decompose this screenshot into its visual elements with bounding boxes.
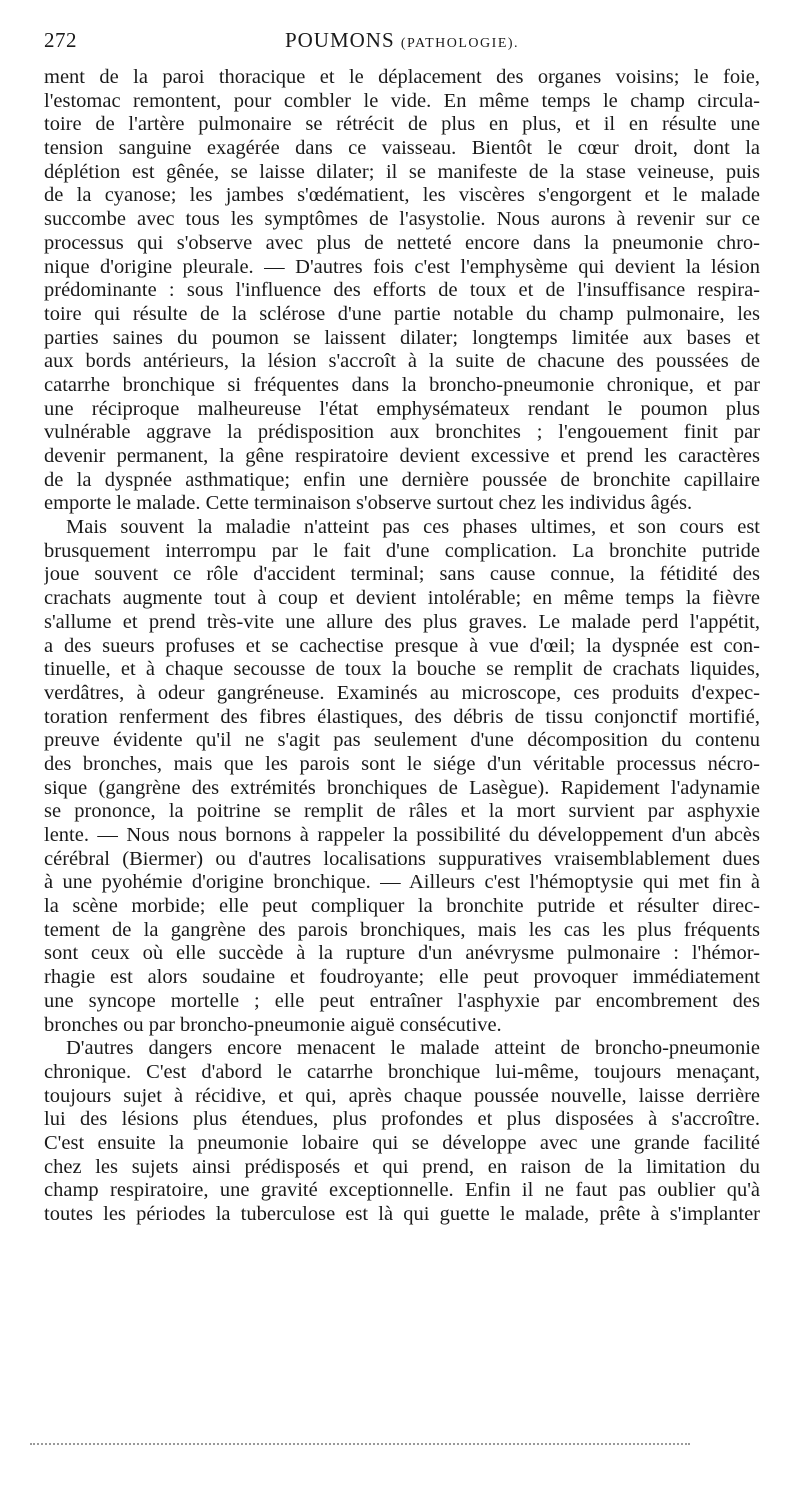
text-line <box>44 1227 760 1251</box>
text-line: chez les sujets ainsi prédisposés et qui prend, en raison de la limitation du <box>44 1155 760 1178</box>
text-line: s'allume et prend très-vite une allure des plus graves. Le malade perd l'appétit, <box>44 610 760 633</box>
text-line: Mais souvent la maladie n'atteint pas ces phases ultimes, et son cours est <box>66 516 760 539</box>
text-line: devenir permanent, la gêne respiratoire devient excessive et prend les caractères <box>44 445 760 467</box>
text-line: aux bords antérieurs, la lésion s'accroît à la suite de chacune des poussées de <box>44 350 760 373</box>
text-line: de la dyspnée asthmatique; enfin une dernière poussée de bronchite capillaire <box>44 468 760 491</box>
text-line: C'est ensuite la pneumonie lobaire qui se développe avec une grande facilité <box>44 1131 760 1154</box>
footer-dotted-rule <box>30 1443 690 1445</box>
text-line: emporte le malade. Cette terminaison s'observe surtout chez les individus âgés. <box>44 492 693 515</box>
text-line: champ respiratoire, une gravité exceptionnelle. Enfin il ne faut pas oublier qu'à <box>44 1179 760 1202</box>
text-line: l'estomac remontent, pour combler le vide. En même temps le champ circula- <box>44 89 760 112</box>
text-line: sique (gangrène des extrémités bronchiques de Lasègue). Rapidement l'adynamie <box>44 776 760 799</box>
text-line: joue souvent ce rôle d'accident terminal; sans cause connue, la fétidité des <box>44 563 760 586</box>
text-line: se prononce, la poitrine se remplit de râles et la mort survient par asphyxie <box>44 800 760 823</box>
text-line: succombe avec tous les symptômes de l'asystolie. Nous aurons à revenir sur ce <box>44 208 760 231</box>
text-line: toire qui résulte de la sclérose d'une partie notable du champ pulmonaire, les <box>44 302 760 325</box>
running-title <box>44 28 760 53</box>
text-line: toration renferment des fibres élastiques, des débris de tissu conjonctif mortifié, <box>44 705 760 728</box>
text-line: preuve évidente qu'il ne s'agit pas seulement d'une décomposition du contenu <box>44 729 760 752</box>
text-line: ment de la paroi thoracique et le déplacement des organes voisins; le foie, <box>44 66 760 88</box>
text-line: a des sueurs profuses et se cachectise presque à vue d'œil; la dyspnée est con- <box>44 634 760 657</box>
text-line: bronches ou par broncho-pneumonie aiguë consécutive. <box>44 1013 502 1036</box>
text-line: à une pyohémie d'origine bronchique. — Ailleurs c'est l'hémoptysie qui met fin à <box>44 871 760 894</box>
text-line: toire de l'artère pulmonaire se rétrécit de plus en plus, et il en résulte une <box>44 113 760 136</box>
text-line: crachats augmente tout à coup et devient intolérable; en même temps la fièvre <box>44 587 760 610</box>
text-line: catarrhe bronchique si fréquentes dans la broncho-pneumonie chronique, et par <box>44 373 760 396</box>
text-line: une syncope mortelle ; elle peut entraîner l'asphyxie par encombrement des <box>44 989 760 1012</box>
running-title-sub: (PATHOLOGIE). <box>400 36 520 51</box>
text-line: la scène morbide; elle peut compliquer la bronchite putride et résulter direc- <box>44 895 760 918</box>
text-line: chronique. C'est d'abord le catarrhe bronchique lui-même, toujours menaçant, <box>44 1060 760 1083</box>
page-number: 272 <box>44 28 77 52</box>
text-line: cérébral (Biermer) ou d'autres localisations suppuratives vraisemblablement dues <box>44 847 760 870</box>
body-text <box>44 66 760 1250</box>
text-line: des bronches, mais que les parois sont le siége d'un véritable processus nécro- <box>44 752 760 775</box>
text-line: brusquement interrompu par le fait d'une complication. La bronchite putride <box>44 539 760 562</box>
text-line: lente. — Nous nous bornons à rappeler la possibilité du développement d'un abcès <box>44 824 760 846</box>
text-line: tinuelle, et à chaque secousse de toux la bouche se remplit de crachats liquides, <box>44 658 760 681</box>
text-line: nique d'origine pleurale. — D'autres fois c'est l'emphysème qui devient la lésion <box>44 255 760 278</box>
text-line: prédominante : sous l'influence des efforts de toux et de l'insuffisance respira- <box>44 279 760 302</box>
text-line: processus qui s'observe avec plus de netteté encore dans la pneumonie chro- <box>44 231 760 254</box>
text-line: déplétion est gênée, se laisse dilater; il se manifeste de la stase veineuse, puis <box>44 160 760 183</box>
text-line: tement de la gangrène des parois bronchiques, mais les cas les plus fréquents <box>44 918 760 941</box>
text-line: verdâtres, à odeur gangréneuse. Examinés au microscope, ces produits d'expec- <box>44 681 760 704</box>
text-line: vulnérable aggrave la prédisposition aux bronchites ; l'engouement finit par <box>44 421 760 444</box>
text-line: sont ceux où elle succède à la rupture d'un anévrysme pulmonaire : l'hémor- <box>44 942 760 965</box>
text-line: une réciproque malheureuse l'état emphysémateux rendant le poumon plus <box>44 397 760 420</box>
text-line: de la cyanose; les jambes s'œdématient, les viscères s'engorgent et le malade <box>44 184 760 207</box>
text-line: D'autres dangers encore menacent le malade atteint de broncho-pneumonie <box>66 1037 760 1060</box>
text-line: lui des lésions plus étendues, plus profondes et plus disposées à s'accroître. <box>44 1108 760 1131</box>
running-title-main: POUMONS <box>284 28 395 52</box>
running-header <box>44 28 760 62</box>
text-line: rhagie est alors soudaine et foudroyante; elle peut provoquer immédiatement <box>44 966 760 989</box>
text-line: toutes les périodes la tuberculose est là qui guette le malade, prête à s'implanter <box>44 1203 760 1225</box>
text-line: toujours sujet à récidive, et qui, après chaque poussée nouvelle, laisse derrière <box>44 1084 760 1107</box>
text-line: parties saines du poumon se laissent dilater; longtemps limitée aux bases et <box>44 326 760 349</box>
text-line: tension sanguine exagérée dans ce vaisseau. Bientôt le cœur droit, dont la <box>44 137 760 160</box>
